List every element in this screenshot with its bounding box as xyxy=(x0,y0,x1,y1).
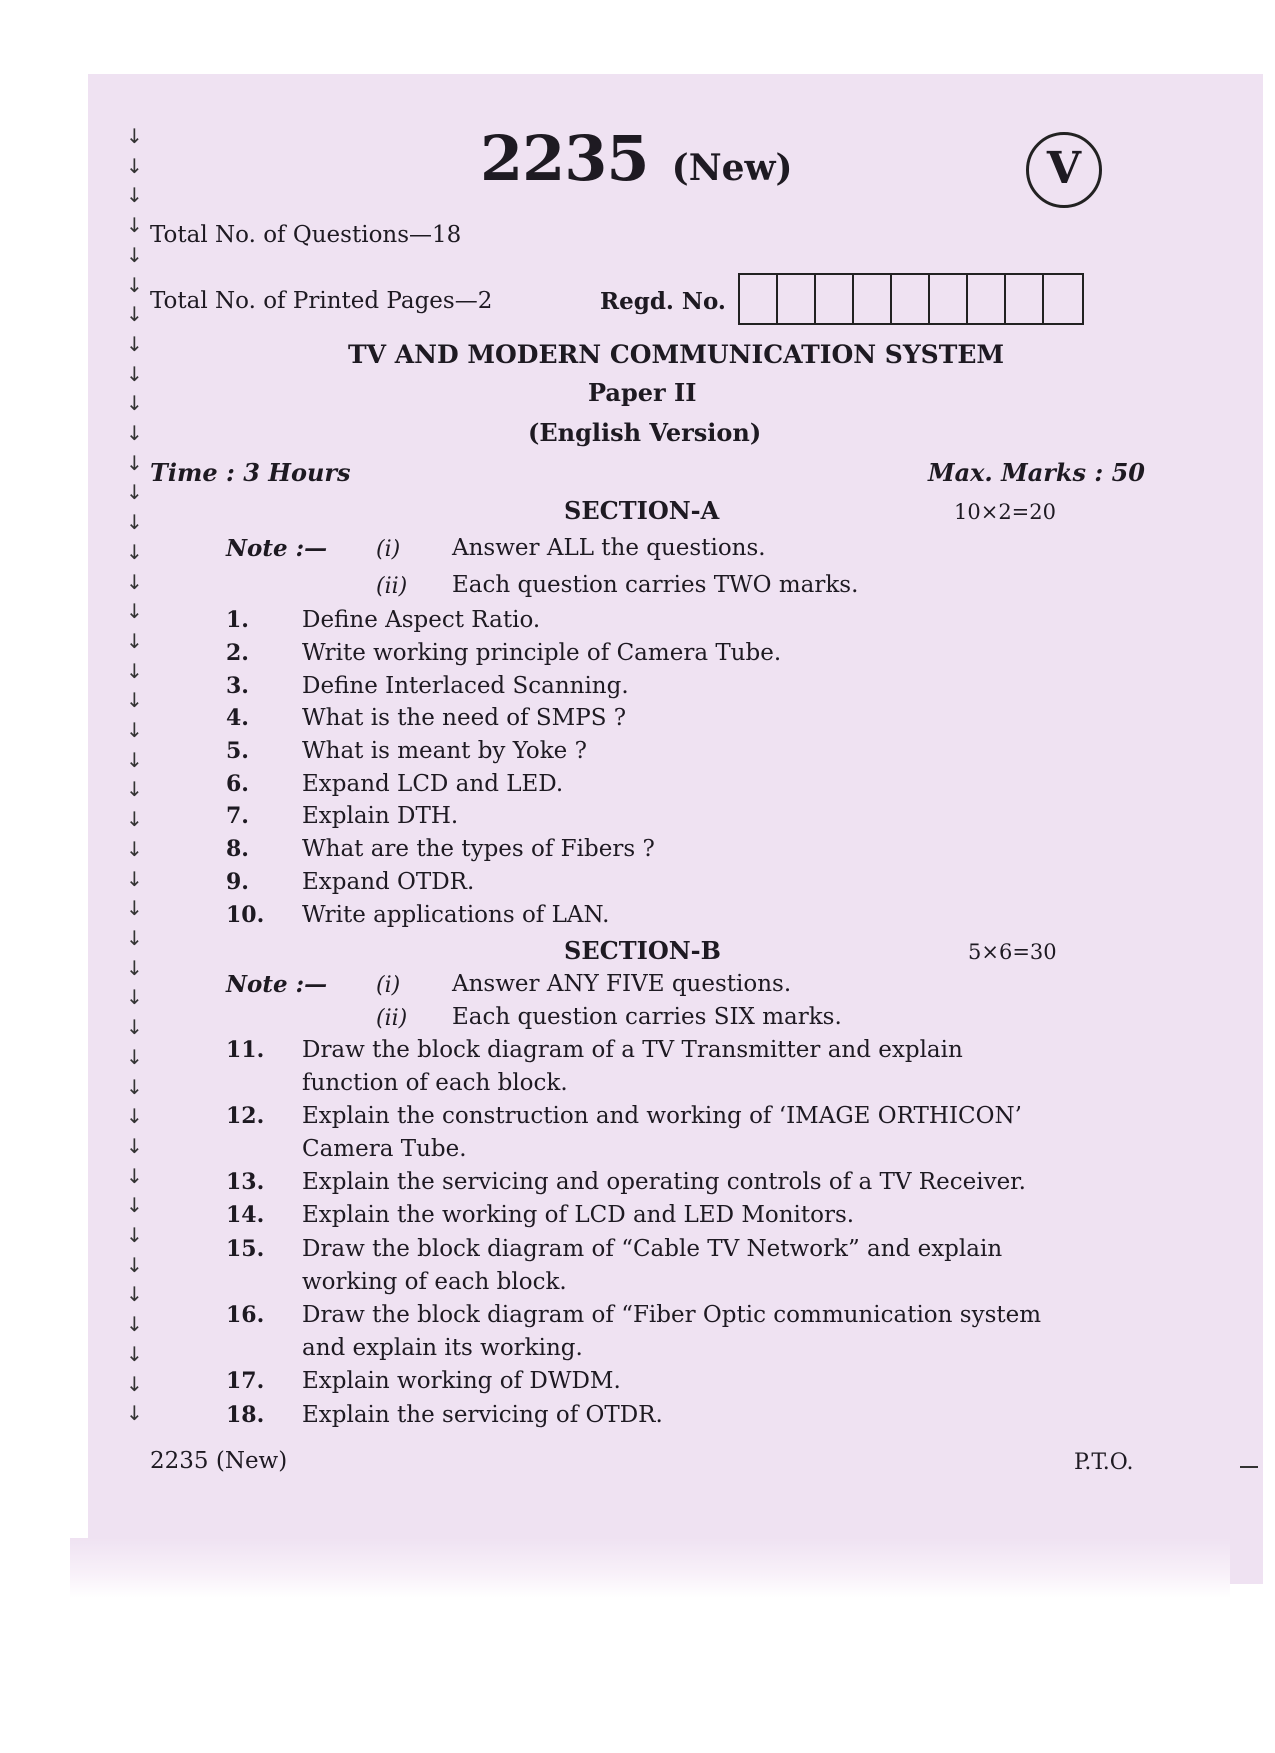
question-text: Explain the construction and working of ‘IMAGE ORTHICON’ xyxy=(302,1103,1022,1129)
question-text: What are the types of Fibers ? xyxy=(302,836,655,862)
section-a-note-label: Note :— xyxy=(226,535,328,562)
margin-arrow-icon: ↓ xyxy=(126,807,143,832)
margin-arrow-icon: ↓ xyxy=(126,331,143,356)
question-number: 17. xyxy=(226,1368,265,1394)
question-number: 2. xyxy=(226,640,249,666)
question-number: 13. xyxy=(226,1169,265,1195)
paper-number: Paper II xyxy=(588,378,697,407)
question-number: 7. xyxy=(226,803,249,829)
question-text-continued: function of each block. xyxy=(302,1070,568,1096)
question-text-continued: Camera Tube. xyxy=(302,1136,467,1162)
margin-arrow-icon: ↓ xyxy=(126,628,143,653)
question-text: Define Aspect Ratio. xyxy=(302,607,541,633)
margin-arrow-icon: ↓ xyxy=(126,599,143,624)
regd-label: Regd. No. xyxy=(600,288,726,315)
margin-arrow-icon: ↓ xyxy=(126,1371,143,1396)
max-marks: Max. Marks : 50 xyxy=(928,458,1146,487)
section-b-note-text: Answer ANY FIVE questions. xyxy=(452,971,792,997)
margin-arrow-icon: ↓ xyxy=(126,361,143,386)
footer-code: 2235 (New) xyxy=(150,1448,288,1474)
margin-arrow-icon: ↓ xyxy=(126,688,143,713)
code-suffix: (New) xyxy=(671,147,793,189)
question-text-continued: working of each block. xyxy=(302,1269,567,1295)
paper-edge-fade xyxy=(70,1538,1230,1598)
margin-arrow-icon: ↓ xyxy=(126,747,143,772)
margin-arrow-icon: ↓ xyxy=(126,183,143,208)
margin-arrow-icon: ↓ xyxy=(126,124,143,148)
margin-arrow-icon: ↓ xyxy=(126,1312,143,1337)
section-b-marks: 5×6=30 xyxy=(968,940,1057,964)
regd-box xyxy=(816,275,854,323)
question-text: Write applications of LAN. xyxy=(302,902,610,928)
margin-arrow-icon: ↓ xyxy=(126,1133,143,1158)
margin-arrow-icon: ↓ xyxy=(126,213,143,238)
margin-arrow-icon: ↓ xyxy=(126,1074,143,1099)
margin-arrow-icon: ↓ xyxy=(126,450,143,475)
question-number: 6. xyxy=(226,771,249,797)
margin-arrow-icon: ↓ xyxy=(126,1015,143,1040)
question-number: 18. xyxy=(226,1402,265,1428)
margin-arrow-icon: ↓ xyxy=(126,985,143,1010)
total-questions: Total No. of Questions—18 xyxy=(150,222,462,248)
regd-box xyxy=(1006,275,1044,323)
question-text: Explain working of DWDM. xyxy=(302,1368,621,1394)
margin-arrow-icon: ↓ xyxy=(126,272,143,297)
margin-arrow-icon: ↓ xyxy=(126,718,143,743)
question-text: Draw the block diagram of “Fiber Optic communication system xyxy=(302,1302,1042,1328)
version-label: (English Version) xyxy=(528,418,762,447)
question-text: Write working principle of Camera Tube. xyxy=(302,640,782,666)
margin-arrows xyxy=(126,122,146,1442)
margin-arrow-icon: ↓ xyxy=(126,1044,143,1069)
margin-arrow-icon: ↓ xyxy=(126,1252,143,1277)
question-number: 8. xyxy=(226,836,249,862)
regd-box xyxy=(968,275,1006,323)
margin-arrow-icon: ↓ xyxy=(126,242,143,267)
question-text: Expand LCD and LED. xyxy=(302,771,564,797)
footer-pto: P.T.O. xyxy=(1074,1450,1134,1475)
margin-arrow-icon: ↓ xyxy=(126,539,143,564)
question-text: Explain the working of LCD and LED Monitors. xyxy=(302,1202,855,1228)
question-text: Draw the block diagram of a TV Transmitter and explain xyxy=(302,1037,963,1063)
section-b-note-num: (ii) xyxy=(376,1006,408,1031)
question-number: 14. xyxy=(226,1202,265,1228)
question-number: 12. xyxy=(226,1103,265,1129)
question-text: Explain DTH. xyxy=(302,803,459,829)
margin-arrow-icon: ↓ xyxy=(126,1341,143,1366)
margin-arrow-icon: ↓ xyxy=(126,480,143,505)
subject-title: TV AND MODERN COMMUNICATION SYSTEM xyxy=(348,340,1005,369)
margin-arrow-icon: ↓ xyxy=(126,391,143,416)
margin-arrow-icon: ↓ xyxy=(126,1401,143,1426)
section-a-note-num: (ii) xyxy=(376,574,408,599)
question-text-continued: and explain its working. xyxy=(302,1335,583,1361)
total-pages: Total No. of Printed Pages—2 xyxy=(150,288,493,314)
section-a-heading: SECTION-A xyxy=(564,496,720,525)
question-number: 3. xyxy=(226,673,249,699)
question-number: 16. xyxy=(226,1302,265,1328)
margin-arrow-icon: ↓ xyxy=(126,1282,143,1307)
margin-arrow-icon: ↓ xyxy=(126,510,143,535)
margin-arrow-icon: ↓ xyxy=(126,1104,143,1129)
margin-arrow-icon: ↓ xyxy=(126,421,143,446)
margin-arrow-icon: ↓ xyxy=(126,777,143,802)
regd-box xyxy=(778,275,816,323)
edge-mark xyxy=(1240,1466,1258,1468)
question-number: 15. xyxy=(226,1236,265,1262)
margin-arrow-icon: ↓ xyxy=(126,836,143,861)
section-a-note-text: Answer ALL the questions. xyxy=(452,535,766,561)
margin-arrow-icon: ↓ xyxy=(126,153,143,178)
margin-arrow-icon: ↓ xyxy=(126,1193,143,1218)
margin-arrow-icon: ↓ xyxy=(126,569,143,594)
regd-box xyxy=(892,275,930,323)
question-text: What is meant by Yoke ? xyxy=(302,738,587,764)
version-badge: V xyxy=(1026,132,1102,208)
question-text: Explain the servicing of OTDR. xyxy=(302,1402,663,1428)
question-text: Expand OTDR. xyxy=(302,869,475,895)
margin-arrow-icon: ↓ xyxy=(126,302,143,327)
question-number: 11. xyxy=(226,1037,265,1063)
section-b-note-text: Each question carries SIX marks. xyxy=(452,1004,842,1030)
section-a-note-text: Each question carries TWO marks. xyxy=(452,572,859,598)
margin-arrow-icon: ↓ xyxy=(126,925,143,950)
question-number: 4. xyxy=(226,705,249,731)
question-text: What is the need of SMPS ? xyxy=(302,705,627,731)
margin-arrow-icon: ↓ xyxy=(126,1163,143,1188)
regd-box xyxy=(930,275,968,323)
exam-time: Time : 3 Hours xyxy=(150,458,351,487)
regd-box xyxy=(740,275,778,323)
margin-arrow-icon: ↓ xyxy=(126,658,143,683)
question-number: 1. xyxy=(226,607,249,633)
question-text: Draw the block diagram of “Cable TV Network” and explain xyxy=(302,1236,1003,1262)
section-a-marks: 10×2=20 xyxy=(954,500,1056,524)
margin-arrow-icon: ↓ xyxy=(126,896,143,921)
regd-box xyxy=(854,275,892,323)
section-b-note-num: (i) xyxy=(376,973,401,998)
question-number: 5. xyxy=(226,738,249,764)
margin-arrow-icon: ↓ xyxy=(126,1223,143,1248)
section-b-note-label: Note :— xyxy=(226,971,328,998)
code-number: 2235 xyxy=(480,122,649,195)
paper-code xyxy=(480,122,793,195)
question-number: 10. xyxy=(226,902,265,928)
question-number: 9. xyxy=(226,869,249,895)
question-text: Define Interlaced Scanning. xyxy=(302,673,629,699)
regd-number-boxes xyxy=(738,273,1084,325)
section-a-note-num: (i) xyxy=(376,537,401,562)
section-b-heading: SECTION-B xyxy=(564,936,721,965)
margin-arrow-icon: ↓ xyxy=(126,866,143,891)
margin-arrow-icon: ↓ xyxy=(126,955,143,980)
regd-box xyxy=(1044,275,1082,323)
question-text: Explain the servicing and operating controls of a TV Receiver. xyxy=(302,1169,1026,1195)
